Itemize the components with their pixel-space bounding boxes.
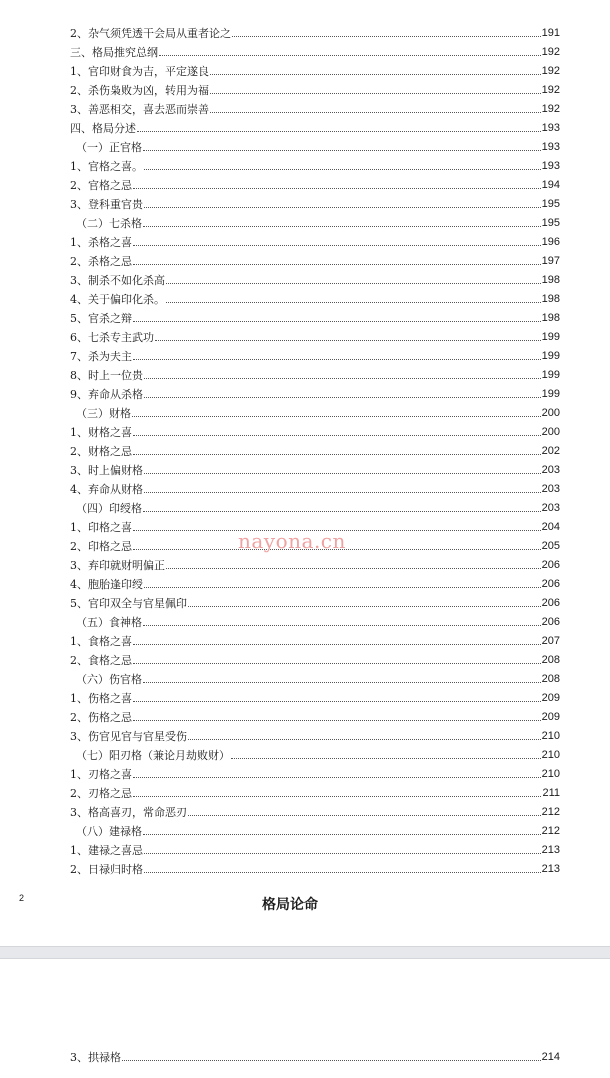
toc-entry-page: 212 <box>541 825 560 837</box>
toc-entry-title: 2、食格之忌 <box>70 654 132 667</box>
toc-entry-page: 209 <box>541 692 560 704</box>
toc-entry[interactable] <box>70 173 560 192</box>
toc-entry-title: 4、胞胎逢印绶 <box>70 578 143 591</box>
toc-entry[interactable] <box>70 211 560 230</box>
dot-leader <box>210 74 541 75</box>
dot-leader <box>144 587 541 588</box>
toc-entry-page: 207 <box>541 635 560 647</box>
toc-entry-title: 2、财格之忌 <box>70 445 132 458</box>
dot-leader <box>137 131 541 132</box>
toc-entry-title: 7、杀为夫主 <box>70 350 132 363</box>
dot-leader <box>210 112 541 113</box>
toc-entry-title: 3、登科重官贵 <box>70 198 143 211</box>
toc-entry-title: 2、官格之忌 <box>70 179 132 192</box>
toc-entry-page: 205 <box>541 540 560 552</box>
toc-entry-title: （八）建禄格 <box>76 825 142 838</box>
toc-entry[interactable] <box>70 78 560 97</box>
toc-entry-page: 199 <box>541 350 560 362</box>
dot-leader <box>231 758 541 759</box>
toc-entry-page: 193 <box>541 160 560 172</box>
toc-entry-page: 191 <box>541 27 560 39</box>
dot-leader <box>133 321 541 322</box>
dot-leader <box>232 36 541 37</box>
dot-leader <box>143 625 541 626</box>
toc-entry-title: 1、官格之喜。 <box>70 160 143 173</box>
toc-entry[interactable] <box>70 439 560 458</box>
dot-leader <box>133 663 541 664</box>
toc-entry-page: 197 <box>541 255 560 267</box>
dot-leader <box>143 226 541 227</box>
toc-entry[interactable] <box>70 97 560 116</box>
toc-entry[interactable] <box>70 648 560 667</box>
dot-leader <box>159 55 541 56</box>
toc-entry[interactable] <box>70 629 560 648</box>
dot-leader <box>133 435 541 436</box>
toc-entry-page: 194 <box>541 179 560 191</box>
toc-entry[interactable] <box>70 268 560 287</box>
dot-leader <box>188 739 541 740</box>
dot-leader <box>143 834 541 835</box>
dot-leader <box>144 397 541 398</box>
toc-entry-page: 200 <box>541 426 560 438</box>
toc-entry-page: 202 <box>541 445 560 457</box>
toc-entry-title: 2、印格之忌 <box>70 540 132 553</box>
dot-leader <box>133 359 541 360</box>
toc-entry-page: 203 <box>541 464 560 476</box>
toc-entry-page: 192 <box>541 84 560 96</box>
toc-entry[interactable] <box>70 154 560 173</box>
document-page-2 <box>0 959 610 1078</box>
toc-entry[interactable] <box>70 572 560 591</box>
toc-entry[interactable] <box>70 762 560 781</box>
dot-leader <box>144 872 541 873</box>
toc-entry-page: 214 <box>541 1051 560 1063</box>
dot-leader <box>143 150 541 151</box>
toc-entry-page: 196 <box>541 236 560 248</box>
toc-entry-title: 2、杀伤枭败为凶，转用为福 <box>70 84 209 97</box>
dot-leader <box>122 1060 541 1061</box>
dot-leader <box>143 682 541 683</box>
toc-entry-page: 195 <box>541 198 560 210</box>
dot-leader <box>133 454 541 455</box>
toc-entry-title: 5、官印双全与官星佩印 <box>70 597 187 610</box>
toc-entry-title: （三）财格 <box>76 407 131 420</box>
dot-leader <box>144 378 541 379</box>
dot-leader <box>143 511 541 512</box>
toc-entry-page: 199 <box>541 331 560 343</box>
toc-entry-page: 199 <box>541 388 560 400</box>
toc-entry-title: （四）印绶格 <box>76 502 142 515</box>
toc-entry-page: 210 <box>541 730 560 742</box>
dot-leader <box>133 777 541 778</box>
table-of-contents <box>70 21 560 876</box>
toc-entry-title: 1、杀格之喜 <box>70 236 132 249</box>
toc-entry-page: 206 <box>541 559 560 571</box>
toc-entry-page: 200 <box>541 407 560 419</box>
toc-entry-title: 3、格高喜刃，常命恶刃 <box>70 806 187 819</box>
toc-entry-title: （六）伤官格 <box>76 673 142 686</box>
toc-entry-page: 192 <box>541 46 560 58</box>
toc-entry-page: 208 <box>541 673 560 685</box>
toc-entry[interactable] <box>70 306 560 325</box>
toc-entry[interactable] <box>70 192 560 211</box>
toc-entry-title: 5、官杀之辩 <box>70 312 132 325</box>
toc-entry-title: 3、制杀不如化杀高 <box>70 274 165 287</box>
toc-entry[interactable] <box>70 724 560 743</box>
toc-entry[interactable] <box>70 781 560 800</box>
toc-entry-title: 2、杂气须凭透干会局从重者论之 <box>70 27 231 40</box>
toc-entry[interactable] <box>70 800 560 819</box>
toc-entry-title: 1、官印财食为吉，平定遂良 <box>70 65 209 78</box>
toc-entry[interactable] <box>70 477 560 496</box>
toc-entry[interactable] <box>70 496 560 515</box>
toc-entry-title: 4、弃命从财格 <box>70 483 143 496</box>
dot-leader <box>166 302 541 303</box>
dot-leader <box>133 720 541 721</box>
dot-leader <box>133 264 541 265</box>
dot-leader <box>166 283 541 284</box>
toc-entry-page: 210 <box>541 768 560 780</box>
toc-entry-page: 193 <box>541 141 560 153</box>
toc-entry-page: 193 <box>541 122 560 134</box>
toc-entry[interactable] <box>70 344 560 363</box>
toc-entry[interactable] <box>70 287 560 306</box>
dot-leader <box>166 568 541 569</box>
toc-entry-title: 2、日禄归时格 <box>70 863 143 876</box>
toc-entry-title: 3、时上偏财格 <box>70 464 143 477</box>
toc-entry-page: 206 <box>541 616 560 628</box>
toc-entry-title: 3、弃印就财明偏正 <box>70 559 165 572</box>
toc-entry[interactable] <box>70 819 560 838</box>
toc-entry-title: （七）阳刃格（兼论月劫败财） <box>76 749 230 762</box>
dot-leader <box>188 606 541 607</box>
toc-entry-title: 1、建禄之喜忌 <box>70 844 143 857</box>
dot-leader <box>133 701 541 702</box>
toc-entry-page: 195 <box>541 217 560 229</box>
dot-leader <box>144 853 541 854</box>
toc-entry-page: 211 <box>542 787 560 799</box>
toc-entry-page: 208 <box>541 654 560 666</box>
toc-entry[interactable] <box>70 249 560 268</box>
toc-entry-title: 四、格局分述 <box>70 122 136 135</box>
toc-entry[interactable] <box>70 1045 560 1064</box>
dot-leader <box>144 169 541 170</box>
toc-entry[interactable] <box>70 401 560 420</box>
toc-entry-page: 198 <box>541 293 560 305</box>
toc-entry-page: 213 <box>541 844 560 856</box>
toc-entry-title: 3、善恶相交，喜去恶而崇善 <box>70 103 209 116</box>
toc-entry[interactable] <box>70 230 560 249</box>
toc-entry[interactable] <box>70 458 560 477</box>
dot-leader <box>133 188 541 189</box>
toc-entry-title: 1、刃格之喜 <box>70 768 132 781</box>
toc-entry-title: 3、伤官见官与官星受伤 <box>70 730 187 743</box>
toc-entry[interactable] <box>70 610 560 629</box>
dot-leader <box>144 492 541 493</box>
toc-entry[interactable] <box>70 686 560 705</box>
dot-leader <box>133 796 541 797</box>
toc-entry-title: 8、时上一位贵 <box>70 369 143 382</box>
dot-leader <box>144 473 541 474</box>
toc-entry-title: （二）七杀格 <box>76 217 142 230</box>
toc-entry-page: 192 <box>541 65 560 77</box>
toc-entry[interactable] <box>70 838 560 857</box>
toc-entry-page: 192 <box>541 103 560 115</box>
toc-entry-title: 三、格局推究总纲 <box>70 46 158 59</box>
toc-entry[interactable] <box>70 59 560 78</box>
toc-entry-page: 213 <box>541 863 560 875</box>
toc-entry-title: 2、刃格之忌 <box>70 787 132 800</box>
toc-entry-page: 203 <box>541 502 560 514</box>
dot-leader <box>188 815 541 816</box>
dot-leader <box>144 207 541 208</box>
toc-entry[interactable] <box>70 325 560 344</box>
dot-leader <box>133 245 541 246</box>
toc-entry-title: 3、拱禄格 <box>70 1051 121 1064</box>
toc-entry[interactable] <box>70 382 560 401</box>
toc-entry-page: 212 <box>541 806 560 818</box>
toc-entry-title: 1、财格之喜 <box>70 426 132 439</box>
toc-entry-title: 1、食格之喜 <box>70 635 132 648</box>
toc-entry-page: 198 <box>541 312 560 324</box>
dot-leader <box>155 340 541 341</box>
toc-entry[interactable] <box>70 420 560 439</box>
dot-leader <box>132 416 541 417</box>
toc-entry-page: 210 <box>541 749 560 761</box>
toc-entry[interactable] <box>70 591 560 610</box>
toc-entry-page: 206 <box>541 597 560 609</box>
toc-entry-title: 6、七杀专主武功 <box>70 331 154 344</box>
toc-entry[interactable] <box>70 363 560 382</box>
toc-entry-page: 204 <box>541 521 560 533</box>
book-title: 格局论命 <box>262 897 318 913</box>
toc-entry-title: 4、关于偏印化杀。 <box>70 293 165 306</box>
dot-leader <box>133 644 541 645</box>
dot-leader <box>210 93 541 94</box>
toc-entry[interactable] <box>70 116 560 135</box>
page-number: 2 <box>19 893 25 903</box>
toc-entry-title: 2、伤格之忌 <box>70 711 132 724</box>
toc-entry-page: 203 <box>541 483 560 495</box>
toc-entry-page: 199 <box>541 369 560 381</box>
toc-entry[interactable] <box>70 40 560 59</box>
toc-entry-title: 1、印格之喜 <box>70 521 132 534</box>
toc-entry[interactable] <box>70 667 560 686</box>
table-of-contents-continued <box>70 1045 560 1064</box>
toc-entry-title: 9、弃命从杀格 <box>70 388 143 401</box>
toc-entry-title: 2、杀格之忌 <box>70 255 132 268</box>
toc-entry-page: 198 <box>541 274 560 286</box>
toc-entry-page: 206 <box>541 578 560 590</box>
toc-entry[interactable] <box>70 553 560 572</box>
toc-entry[interactable] <box>70 135 560 154</box>
toc-entry[interactable] <box>70 857 560 876</box>
watermark: nayona.cn <box>238 529 346 553</box>
toc-entry-page: 209 <box>541 711 560 723</box>
toc-entry-title: （五）食神格 <box>76 616 142 629</box>
toc-entry[interactable] <box>70 743 560 762</box>
toc-entry[interactable] <box>70 705 560 724</box>
toc-entry[interactable] <box>70 21 560 40</box>
toc-entry-title: （一）正官格 <box>76 141 142 154</box>
page-separator <box>0 946 610 959</box>
toc-entry-title: 1、伤格之喜 <box>70 692 132 705</box>
